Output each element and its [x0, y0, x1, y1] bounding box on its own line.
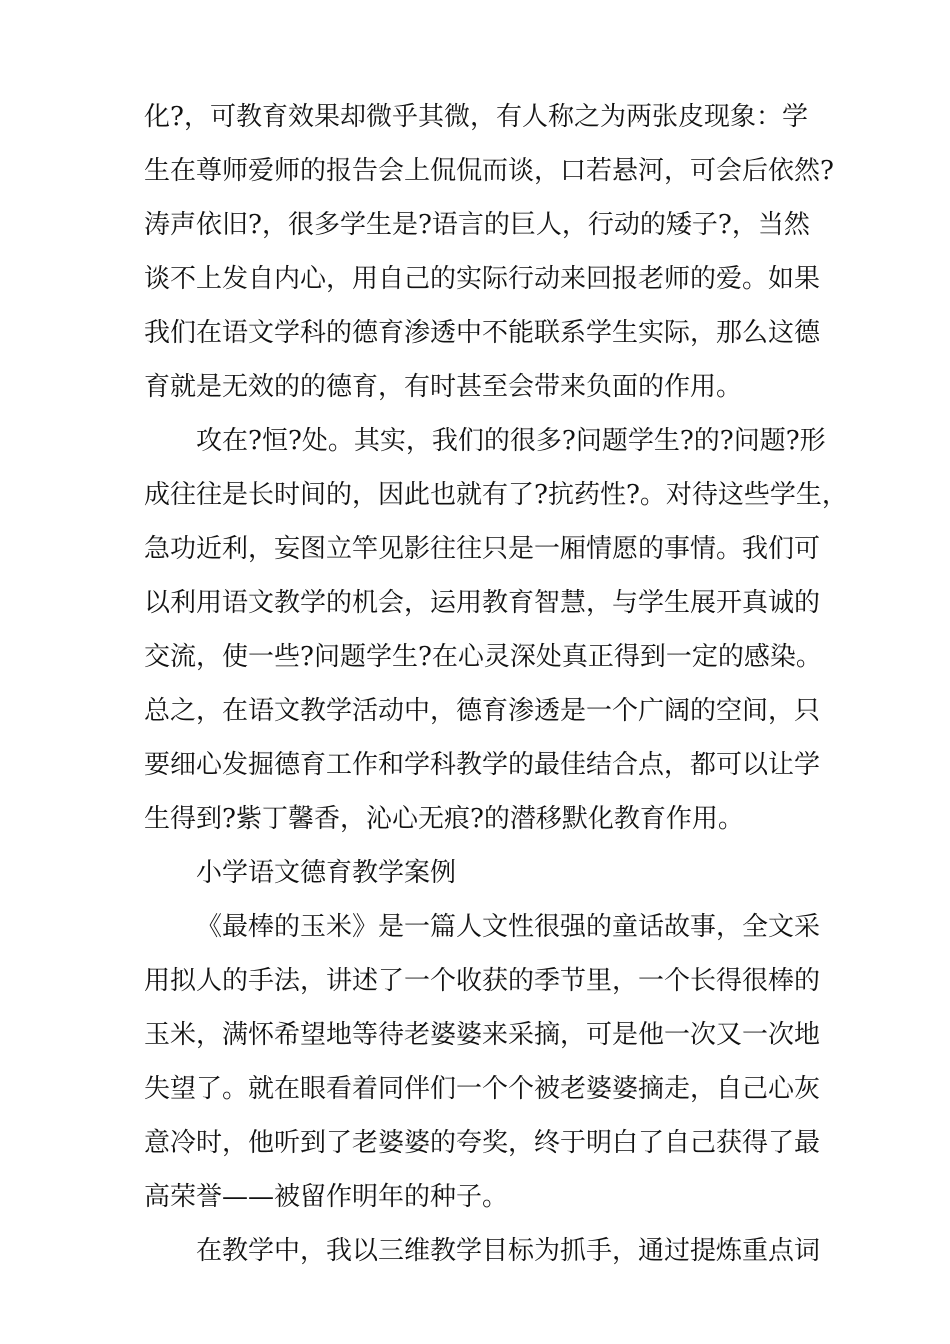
text-line: 用拟人的手法，讲述了一个收获的季节里，一个长得很棒的 [144, 966, 821, 996]
text-line: 意冷时，他听到了老婆婆的夸奖，终于明白了自己获得了最 [144, 1128, 821, 1158]
paragraph-start-line: 在教学中，我以三维教学目标为抓手，通过提炼重点词 [196, 1236, 821, 1266]
text-line: 化?，可教育效果却微乎其微，有人称之为两张皮现象：学 [144, 102, 808, 132]
paragraph-start-line: 《最棒的玉米》是一篇人文性很强的童话故事，全文采 [196, 912, 821, 942]
text-line: 涛声依旧?，很多学生是?语言的巨人，行动的矮子?，当然 [144, 210, 810, 240]
text-line: 生在尊师爱师的报告会上侃侃而谈，口若悬河，可会后依然? [144, 156, 834, 186]
text-line: 成往往是长时间的，因此也就有了?抗药性?。对待这些学生， [144, 480, 848, 510]
text-line: 总之，在语文教学活动中，德育渗透是一个广阔的空间，只 [144, 696, 821, 726]
text-line: 谈不上发自内心，用自己的实际行动来回报老师的爱。如果 [144, 264, 821, 294]
text-line: 育就是无效的的德育，有时甚至会带来负面的作用。 [144, 372, 743, 402]
text-line: 要细心发掘德育工作和学科教学的最佳结合点，都可以让学 [144, 750, 821, 780]
text-line: 我们在语文学科的德育渗透中不能联系学生实际，那么这德 [144, 318, 821, 348]
text-line: 失望了。就在眼看着同伴们一个个被老婆婆摘走，自己心灰 [144, 1074, 821, 1104]
text-line: 交流，使一些?问题学生?在心灵深处真正得到一定的感染。 [144, 642, 822, 672]
text-line: 玉米，满怀希望地等待老婆婆来采摘，可是他一次又一次地 [144, 1020, 821, 1050]
section-title: 小学语文德育教学案例 [196, 858, 457, 888]
text-line: 生得到?紫丁馨香，沁心无痕?的潜移默化教育作用。 [144, 804, 744, 834]
text-line: 高荣誉——被留作明年的种子。 [144, 1182, 509, 1212]
text-line: 急功近利，妄图立竿见影往往只是一厢情愿的事情。我们可 [144, 534, 821, 564]
paragraph-start-line: 攻在?恒?处。其实，我们的很多?问题学生?的?问题?形 [196, 426, 826, 456]
text-line: 以利用语文教学的机会，运用教育智慧，与学生展开真诚的 [144, 588, 821, 618]
